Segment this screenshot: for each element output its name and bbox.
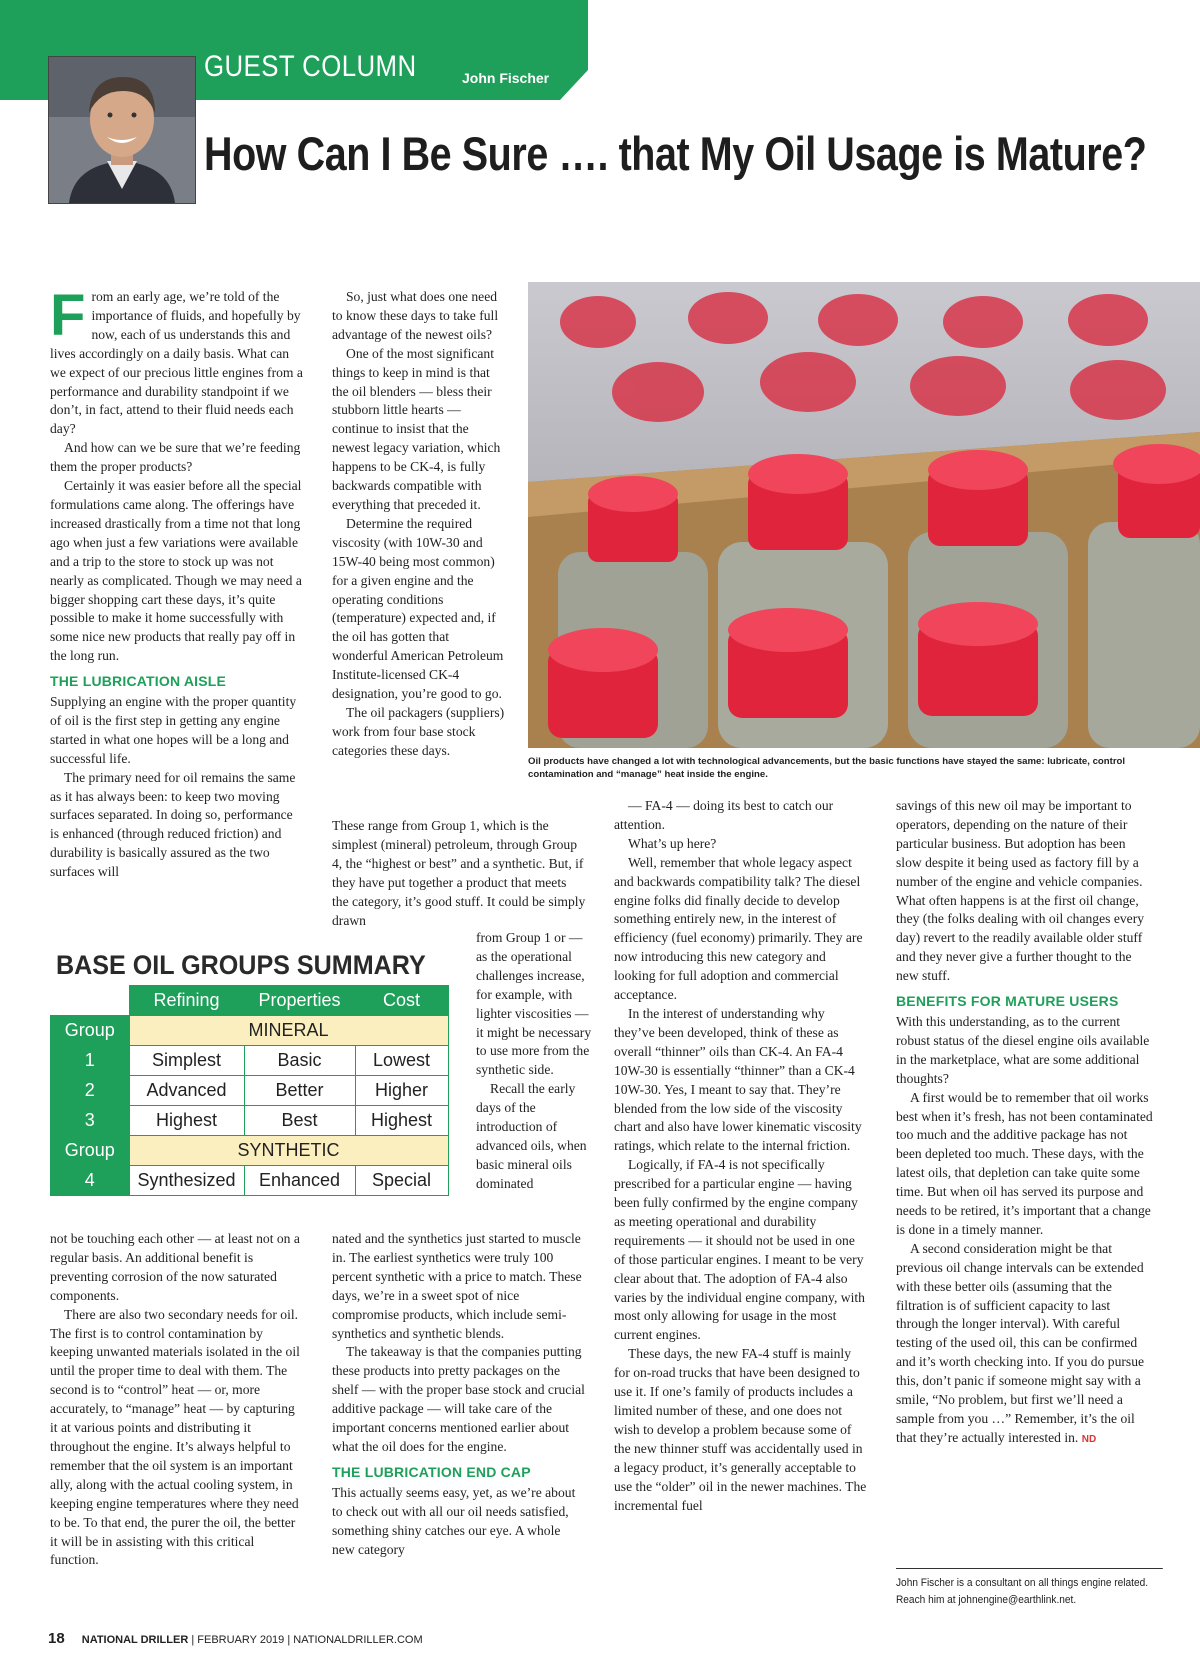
paragraph-text: A second consideration might be that previous oil change intervals can be extended with these better oils (assuming that the filtration is of sufficient capacity to last through the longer interval). With careful testing of the used oil, this can be confirmed and it’s worth checking into. If you do pursue this, don’t panic if someone might say with a smile, “No problem, but first we’ll need a sample from you …” Remember, it’s the oil that they’re actually interested in. [896, 1240, 1145, 1445]
column-header: Refining [129, 986, 244, 1016]
paragraph: So, just what does one need to know these days to take full advantage of the newest oils? [332, 289, 499, 342]
group-label: Group [51, 1016, 130, 1046]
table-category-row [51, 1136, 449, 1166]
column-3 [614, 797, 868, 1515]
category-synthetic: SYNTHETIC [129, 1136, 448, 1166]
paragraph: — FA-4 — doing its best to catch our attention. [614, 798, 834, 832]
paragraph: not be touching each other — at least not on a regular basis. An additional benefit is preventing corrosion of the now saturated components. [50, 1231, 300, 1303]
base-oil-groups-table [50, 985, 449, 1196]
photo-caption: Oil products have changed a lot with technological advancements, but the basic functions have stayed the same: lubricate, control contamination and “manage” heat inside the engine. [528, 756, 1126, 780]
section-heading: THE LUBRICATION AISLE [50, 673, 227, 690]
table-row [51, 1076, 449, 1106]
column-header: Cost [355, 986, 448, 1016]
column-1-bottom [50, 1230, 304, 1570]
table-row [51, 1046, 449, 1076]
paragraph: With this understanding, as to the current robust status of the diesel engine oils available in the marketplace, what are some additional thoughts? [896, 1013, 1150, 1086]
paragraph: The primary need for oil remains the same as it has always been: to keep two moving surfaces separated. In doing so, performance is enhanced (through reduced friction) and durability is basically assured as the two surfaces will [50, 769, 296, 880]
separator: | [287, 1634, 294, 1646]
properties-cell: Enhanced [244, 1166, 355, 1196]
paragraph: The oil packagers (suppliers) work from four base stock categories these days. [332, 704, 505, 758]
column-label: GUEST COLUMN [204, 50, 417, 83]
paragraph: In the interest of understanding why they’ve been developed, think of these as overall “thinner” oils than CK-4. An FA-4 10W-30 is essentially “thinner” than a CK-4 10W-30. Yes, I meant to say that. They’re blended from the low side of the viscosity chart and also have lower kinematic viscosity ratings, which relate to the internal friction. [614, 1005, 862, 1154]
table-header-row [51, 986, 449, 1016]
column-1-top [50, 283, 304, 882]
page-footer [48, 1630, 423, 1647]
paragraph: Determine the required viscosity (with 10W-30 and 15W-40 being most common) for a given engine and the operating conditions (temperature) expected and, if the oil has gotten that wonderful American Petroleum Institute-licensed CK-4 designation, you’re good to go. [332, 515, 504, 702]
paragraph: nated and the synthetics just started to muscle in. The earliest synthetics were truly 100 percent synthetic with a price to match. These days, we’re in a sweet spot of nice compromise products, which include semi-synthetics and synthetic blends. [332, 1231, 582, 1341]
paragraph: These range from Group 1, which is the simplest (mineral) petroleum, through Group 4, the “highest or best” and a synthetic. But, if they have put together a product that meets the category, it’s good stuff. It could be simply drawn [332, 818, 586, 928]
cost-cell: Higher [355, 1076, 448, 1106]
page-number: 18 [48, 1630, 65, 1647]
column-2-bottom [332, 1230, 586, 1559]
refining-cell: Highest [129, 1106, 244, 1136]
drop-cap: F [50, 283, 86, 348]
column-2-mid [332, 817, 586, 930]
group-number: 4 [51, 1166, 130, 1196]
paragraph [896, 1240, 1154, 1450]
page-title: How Can I Be Sure …. that My Oil Usage is Mature? [204, 127, 1147, 180]
refining-cell: Synthesized [129, 1166, 244, 1196]
paragraph: Certainly it was easier before all the special formulations came along. The offerings have increased drastically from a time not that long ago when just a few variations were available and a trip to the store to stock up was not nearly as complicated. Though we may need a bigger shopping cart these days, it’s quite possible to make it home successfully with some nice new products that really pay off in the long run. [50, 478, 302, 664]
refining-cell: Advanced [129, 1076, 244, 1106]
column-4 [896, 797, 1154, 1450]
column-header: Properties [244, 986, 355, 1016]
properties-cell: Better [244, 1076, 355, 1106]
paragraph: There are also two secondary needs for oil. The first is to control contamination by keeping unwanted materials isolated in the oil until the proper time to deal with them. The second is to “control” heat — or, more accurately, to “manage” heat — by capturing it at various points and distributing it throughout the engine. It’s always helpful to remember that the oil system is an important ally, along with the actual cooling system, in keeping engine temperatures where they need to be. To that end, the purer the oil, the better it will be in assisting with this critical function. [50, 1306, 300, 1568]
paragraph: The takeaway is that the companies putting these products into pretty packages on the shelf — with the proper base stock and crucial additive package — will take care of the important concerns mentioned earlier about what the oil does for the engine. [332, 1344, 585, 1454]
issue-date: FEBRUARY 2019 [197, 1634, 285, 1646]
oil-bottles-photo [528, 282, 1200, 748]
category-mineral: MINERAL [129, 1016, 448, 1046]
table-row [51, 1106, 449, 1136]
separator: | [191, 1634, 198, 1646]
author-name: John Fischer [462, 70, 550, 86]
section-heading: THE LUBRICATION END CAP [332, 1463, 531, 1480]
author-bio: John Fischer is a consultant on all things engine related. Reach him at johnengine@earthlink.net. [896, 1568, 1163, 1609]
properties-cell: Basic [244, 1046, 355, 1076]
table-title: BASE OIL GROUPS SUMMARY [56, 950, 426, 980]
paragraph: A first would be to remember that oil works best when it’s fresh, has not been contaminated too much and the additive package has not been depleted too much. These days, with the latest oils, that depletion can take quite some time. But when oil has served its purpose and needs to be retired, it’s important that a change is done in a timely manner. [896, 1089, 1153, 1237]
website: NATIONALDRILLER.COM [293, 1634, 423, 1646]
column-2-top [332, 288, 508, 761]
group-number: 3 [51, 1106, 130, 1136]
cost-cell: Lowest [355, 1046, 448, 1076]
paragraph: Well, remember that whole legacy aspect and backwards compatibility talk? The diesel engine folks did finally decide to develop something entirely new, in the interest of efficiency (fuel economy) primarily. They are now introducing this new category and looking for full adoption and commercial acceptance. [614, 854, 863, 1003]
table-corner [51, 986, 130, 1016]
paragraph: These days, the new FA-4 stuff is mainly for on-road trucks that have been designed to use it. If one’s family of products includes a limited number of these, and one does not wish to develop a problem because some of the new thinner stuff was accidentally used in a legacy product, it’s generally acceptable to use the “older” oil in the newer machines. The incremental fuel [614, 1346, 867, 1513]
section-heading: BENEFITS FOR MATURE USERS [896, 993, 1119, 1010]
paragraph: rom an early age, we’re told of the importance of fluids, and hopefully by now, each of us understands this and lives accordingly on a daily basis. What can we expect of our precious little engines from a performance and durability standpoint if we don’t, in fact, attend to their fluid needs each day? [50, 289, 303, 437]
group-label: Group [51, 1136, 130, 1166]
paragraph: This actually seems easy, yet, as we’re about to check out with all our oil needs satisfied, something shiny catches our eye. A whole new category [332, 1484, 576, 1557]
paragraph: Supplying an engine with the proper quantity of oil is the first step in getting any engine started in what one hopes will be a long and successful life. [50, 694, 297, 766]
table-category-row [51, 1016, 449, 1046]
paragraph: Logically, if FA-4 is not specifically prescribed for a particular engine — having been fully confirmed by the engine company as meeting operational and durability requirements — it should not be used in one of those particular engines. I meant to be very clear about that. The adoption of FA-4 also varies by the individual engine company, with most only allowing for usage in the most current engines. [614, 1157, 865, 1343]
paragraph: One of the most significant things to keep in mind is that the oil blenders — bless their stubborn little hearts — continue to insist that the newest legacy variation, which happens to be CK-4, is fully backwards compatible with everything that preceded it. [332, 345, 501, 512]
end-mark: ND [1081, 1433, 1097, 1445]
paragraph: from Group 1 or — as the operational challenges increase, for example, with lighter viscosities — it might be necessary to use more from the synthetic side. [476, 930, 592, 1078]
cost-cell: Highest [355, 1106, 448, 1136]
cost-cell: Special [355, 1166, 448, 1196]
paragraph: savings of this new oil may be important to operators, depending on the nature of their particular business. But adoption has been slow despite it being used as factory fill by a number of the engine and vehicle companies. What often happens is at the first oil change, they (the folks dealing with oil changes every day) revert to the readily available older stuff and they never give a further thought to the new stuff. [896, 798, 1145, 984]
properties-cell: Best [244, 1106, 355, 1136]
paragraph: And how can we be sure that we’re feeding them the proper products? [50, 440, 301, 475]
column-2-wrap [476, 929, 594, 1194]
group-number: 1 [51, 1046, 130, 1076]
magazine-name: NATIONAL DRILLER [81, 1634, 189, 1646]
refining-cell: Simplest [129, 1046, 244, 1076]
author-photo [48, 56, 196, 204]
paragraph: Recall the early days of the introduction of advanced oils, when basic mineral oils dominated [476, 1081, 587, 1191]
group-number: 2 [51, 1076, 130, 1106]
table-row [51, 1166, 449, 1196]
paragraph: What’s up here? [628, 835, 717, 851]
